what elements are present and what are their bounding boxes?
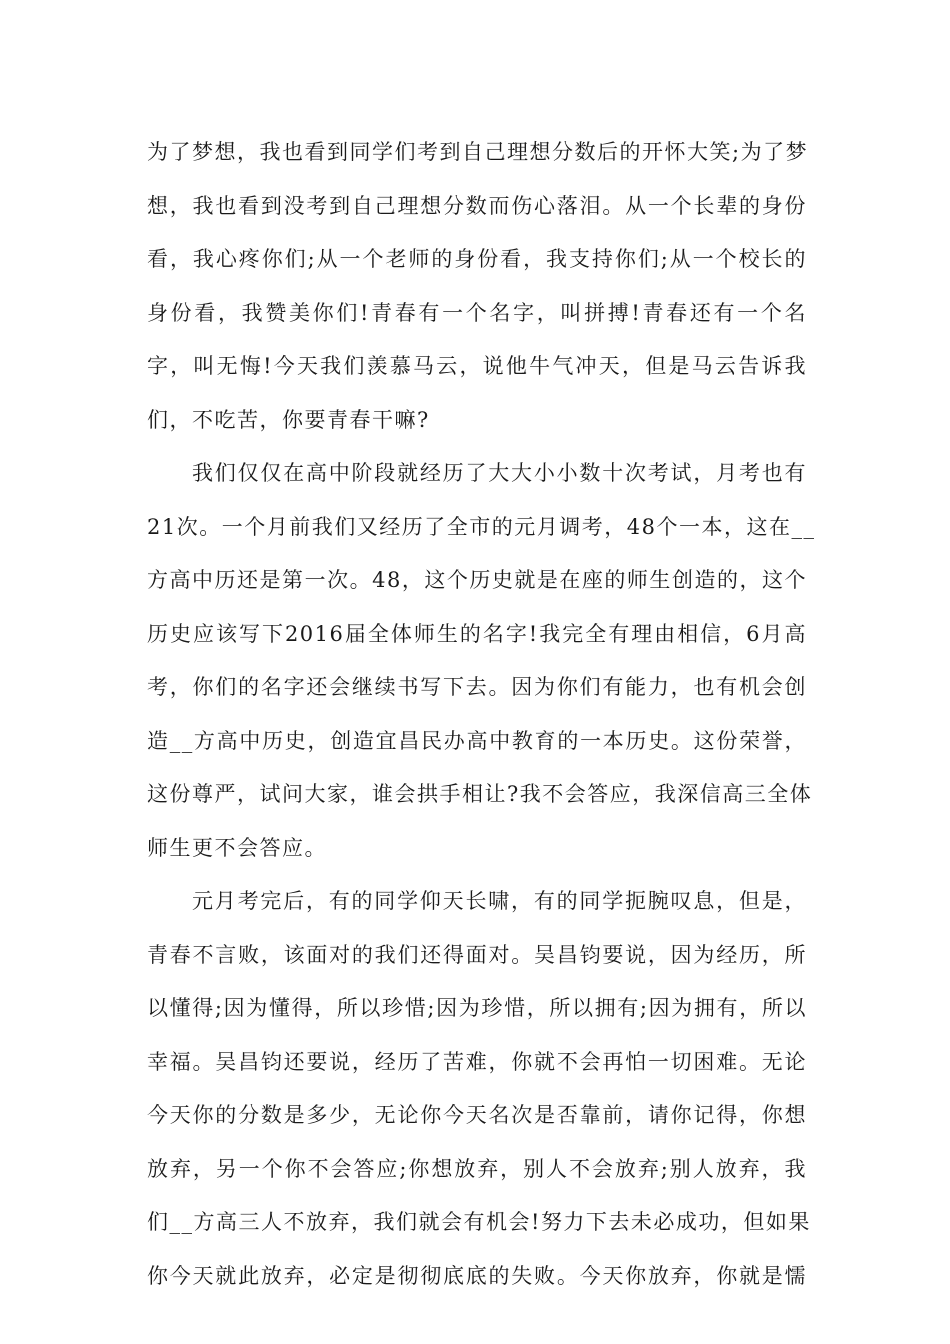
paragraph-2-line-5: 考，你们的名字还会继续书写下去。因为你们有能力，也有机会创 <box>147 675 807 699</box>
paragraph-2-line-4: 历史应该写下2016届全体师生的名字!我完全有理由相信，6月高 <box>147 621 807 646</box>
paragraph-3-line-5: 今天你的分数是多少，无论你今天名次是否靠前，请你记得，你想 <box>147 1103 807 1127</box>
paragraph-1-line-5: 字，叫无悔!今天我们羡慕马云，说他牛气冲天，但是马云告诉我 <box>147 354 807 378</box>
paragraph-3-line-1: 元月考完后，有的同学仰天长啸，有的同学扼腕叹息，但是， <box>192 889 807 913</box>
paragraph-3-line-4: 幸福。吴昌钧还要说，经历了苦难，你就不会再怕一切困难。无论 <box>147 1049 807 1074</box>
document-body <box>147 131 816 1308</box>
paragraph-2-line-7: 这份尊严，试问大家，谁会拱手相让?我不会答应，我深信高三全体 <box>147 782 813 806</box>
paragraph-3-line-7: 们__方高三人不放弃，我们就会有机会!努力下去未必成功，但如果 <box>147 1210 811 1234</box>
paragraph-1-line-2: 想，我也看到没考到自己理想分数而伤心落泪。从一个长辈的身份 <box>147 193 807 218</box>
paragraph-1-line-1: 为了梦想，我也看到同学们考到自己理想分数后的开怀大笑;为了梦 <box>147 140 809 164</box>
paragraph-2-line-8: 师生更不会答应。 <box>147 835 327 860</box>
paragraph-3-line-6: 放弃，另一个你不会答应;你想放弃，别人不会放弃;别人放弃，我 <box>147 1156 807 1181</box>
paragraph-3-line-3: 以懂得;因为懂得，所以珍惜;因为珍惜，所以拥有;因为拥有，所以 <box>147 996 807 1020</box>
paragraph-2-line-3: 方高中历还是第一次。48，这个历史就是在座的师生创造的，这个 <box>147 568 807 592</box>
paragraph-2-line-6: 造__方高中历史，创造宜昌民办高中教育的一本历史。这份荣誉， <box>147 728 807 753</box>
paragraph-3-line-2: 青春不言败，该面对的我们还得面对。吴昌钧要说，因为经历，所 <box>147 942 807 967</box>
paragraph-3-line-8: 你今天就此放弃，必定是彻彻底底的失败。今天你放弃，你就是懦 <box>147 1263 807 1288</box>
paragraph-1-line-6: 们，不吃苦，你要青春干嘛? <box>147 407 430 432</box>
paragraph-1-line-3: 看，我心疼你们;从一个老师的身份看，我支持你们;从一个校长的 <box>147 247 807 271</box>
paragraph-2-line-2: 21次。一个月前我们又经历了全市的元月调考，48个一本，这在__ <box>147 514 816 539</box>
paragraph-2-line-1: 我们仅仅在高中阶段就经历了大大小小数十次考试，月考也有 <box>192 461 807 485</box>
paragraph-1-line-4: 身份看，我赞美你们!青春有一个名字，叫拼搏!青春还有一个名 <box>147 300 807 325</box>
